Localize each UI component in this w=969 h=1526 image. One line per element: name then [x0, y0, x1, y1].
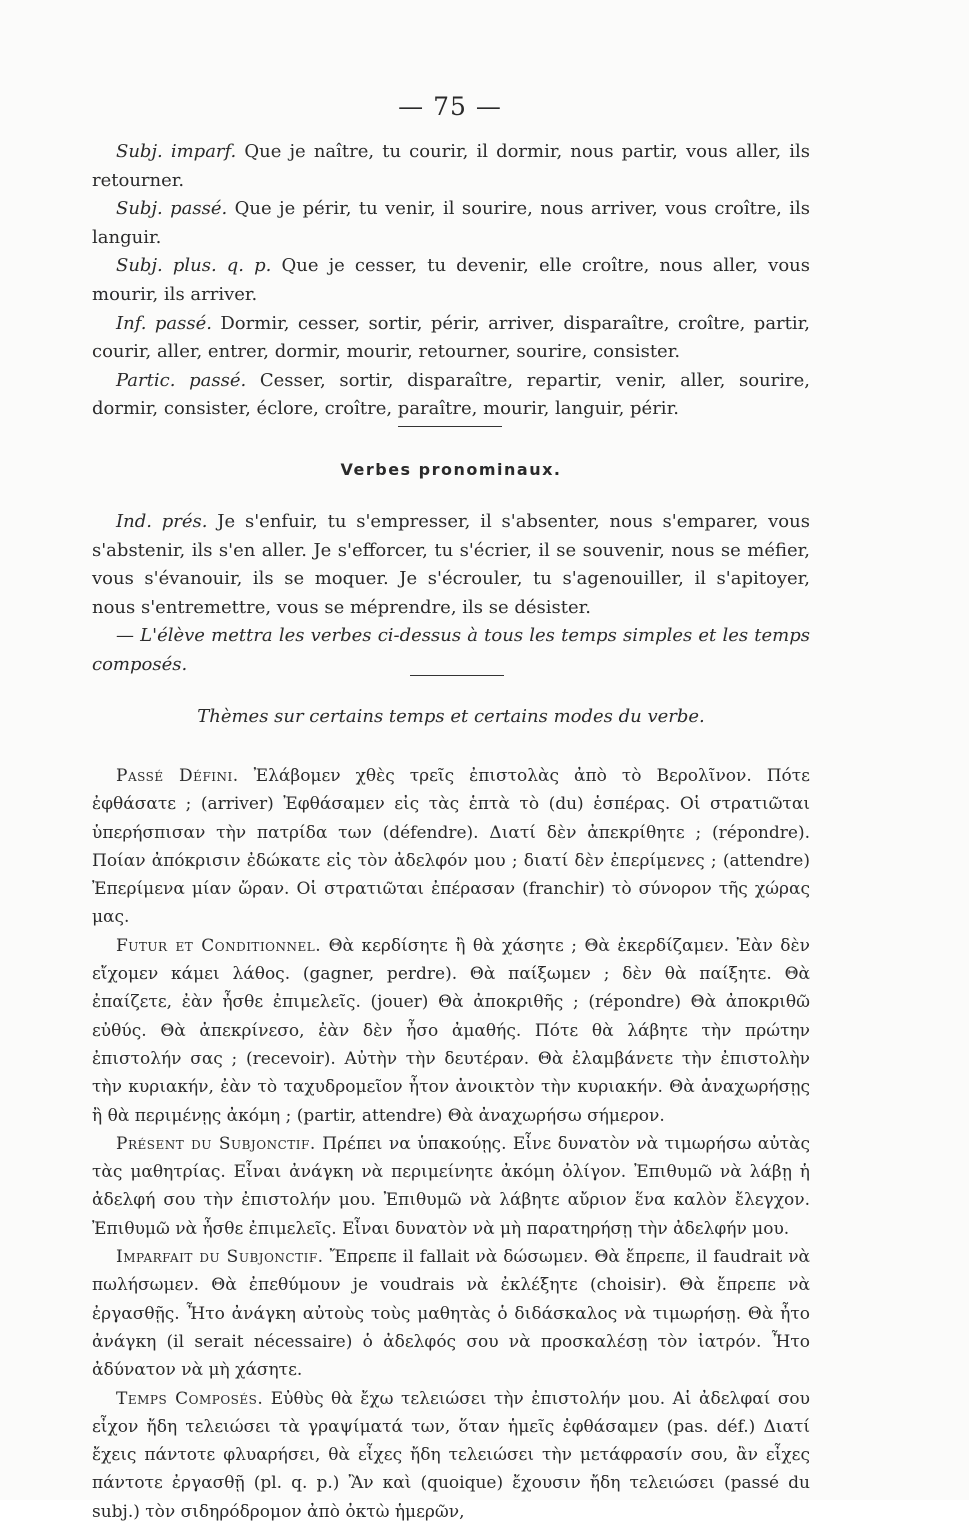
theme-passe-defini — [92, 762, 810, 932]
theme-text: Πρέπει να ὑπακούῃς. Εἶνε δυνατὸν νὰ τιμωρήσω αὐτὰς τὰς μαθητρίας. Εἶναι ἀνάγκη νὰ περιμείνητε ἀκόμη ὀλίγον. Ἐπιθυμῶ νὰ λάβῃ ἡ ἀδελφή σου τὴν ἐπιστολήν μου. Ἐπιθυμῶ νὰ λάβητε αὔριον ἕνα καλὸν ἔλεγχον. Ἐπιθυμῶ νὰ ἦσθε ἐπιμελεῖς. Εἶναι δυνατὸν νὰ μὴ παρατηρήσῃ τὴν ἀδελφήν μου. — [92, 1133, 810, 1239]
mood-label: Partic. passé. — [116, 369, 247, 391]
exercise-text: Dormir, cesser, sortir, périr, arriver, disparaître, croître, partir, courir, aller, entrer, dormir, mourir, retourner, sourire, consister. — [92, 312, 811, 363]
exercise-subj-imparf — [92, 138, 810, 195]
exercise-partic-passe — [92, 367, 810, 424]
theme-text: Εὐθὺς θὰ ἔχω τελειώσει τὴν ἐπιστολήν μου. Αἱ ἀδελφαί σου εἶχον ἤδη τελειώσει τὰ γραψίματά των, ὅταν ἡμεῖς ἐφθάσαμεν (pas. déf.) Διατί ἔχεις πάντοτε φλυαρήσει, θὰ εἶχες ἤδη τελειώσει τὴν μετάφρασίν σου, ἂν εἶχες πάντοτε ἐργασθῇ (pl. q. p.) Ἂν καὶ (quoique) ἔχουσιν ἤδη τελειώσει (passé du subj.) τὸν σιδηρόδρομον ἀπὸ ὀκτὼ ἡμερῶν, — [92, 1388, 811, 1522]
theme-label: Présent du Subjonctif. — [116, 1133, 316, 1154]
exercise-subj-passe — [92, 195, 810, 252]
exercise-text: Que je naître, tu courir, il dormir, nous partir, vous aller, ils retourner. — [92, 141, 810, 191]
section-heading: Verbes pronominaux. — [340, 460, 562, 479]
exercise-text: Que je cesser, tu devenir, elle croître, nous aller, vous mourir, ils arriver. — [92, 255, 810, 305]
theme-text: Ἐλάβομεν χθὲς τρεῖς ἐπιστολὰς ἀπὸ τὸ Βερολῖνον. Πότε ἐφθάσατε ; (arriver) Ἐφθάσαμεν εἰς τὰς ἑπτὰ τὸ (du) ἑσπέρας. Οἱ στρατιῶται ὑπερήσπισαν τὴν πατρίδα των (défendre). Διατί δὲν ἀπεκρίθητε ; (répondre). Ποίαν ἀπόκρισιν ἐδώκατε εἰς τὸν ἀδελφόν μου ; διατί δὲν ἐπερίμενες ; (attendre) Ἐπερίμενα μίαν ὥραν. Οἱ στρατιῶται ἐπέρασαν (franchir) τὸ σύνορον τῆς χώρας μας. — [92, 766, 810, 928]
theme-temps-composes — [92, 1385, 810, 1526]
pronominal-exercise — [92, 508, 810, 680]
exercise-text: Je s'enfuir, tu s'empresser, il s'absenter, nous s'emparer, vous s'abstenir, ils s'en aller. Je s'efforcer, tu s'écrier, il se souvenir, nous se méfier, vous s'évanouir, ils se moquer. Je s'écrouler, tu s'agenouiller, il s'apitoyer, nous s'entremettre, vous se méprendre, ils se désister. — [92, 511, 810, 618]
theme-label: Futur et Conditionnel. — [116, 935, 322, 956]
theme-text: Θὰ κερδίσητε ἢ θὰ χάσητε ; Θὰ ἐκερδίζαμεν. Ἐὰν δὲν εἴχομεν κάμει λάθος. (gagner, perdre). Θὰ παίξωμεν ; δὲν θὰ παίξητε. Θὰ ἐπαίζετε, ἐὰν ἦσθε ἐπιμελεῖς. (jouer) Θὰ ἀποκριθῆς ; (répondre) Θὰ ἀποκριθῶ εὐθύς. Θὰ ἀπεκρίνεσο, ἐὰν δὲν ἦσο ἀμαθής. Πότε θὰ λάβητε τὴν πρώτην ἐπιστολήν σας ; (recevoir). Αὐτὴν τὴν δευτέραν. Θὰ ἐλαμβάνετε τὴν ἐπιστολὴν τὴν κυριακήν, ἐὰν τὸ ταχυδρομεῖον ἦτον ἀνοικτὸν τὴν κυριακήν. Θὰ ἀναχωρήσῃς ἢ θὰ περιμένῃς ἀκόμη ; (partir, attendre) Θὰ ἀναχωρήσω σήμερον. — [92, 935, 810, 1126]
theme-text: Ἔπρεπε il fallait νὰ δώσωμεν. Θὰ ἔπρεπε, il faudrait νὰ πωλήσωμεν. Θὰ ἐπεθύμουν je voudrais νὰ ἐκλέξητε (choisir). Θὰ ἔπρεπε νὰ ἐργασθῇς. Ἦτο ἀνάγκη αὐτοὺς τοὺς μαθητὰς ὁ διδάσκαλος νὰ τιμωρήσῃ. Θὰ ἦτο ἀνάγκη (il serait nécessaire) ὁ ἀδελφός σου νὰ προσκαλέσῃ τὸν ἰατρόν. Ἦτο ἀδύνατον νὰ μὴ χάσητε. — [92, 1247, 811, 1381]
mood-label: Subj. plus. q. p. — [116, 255, 272, 277]
mood-label: Subj. imparf. — [116, 141, 237, 162]
exercise-text: Cesser, sortir, disparaître, repartir, venir, aller, sourire, dormir, consister, éclore, croître, paraître, mourir, languir, périr. — [92, 369, 810, 420]
theme-label: Passé Défini. — [116, 766, 239, 786]
exercise-ind-pres — [92, 508, 810, 622]
exercise-subj-plus-q-p — [92, 252, 810, 309]
theme-label: Imparfait du Subjonctif. — [116, 1247, 324, 1268]
themes-exercises — [92, 762, 810, 1526]
theme-label: Temps Composés. — [116, 1388, 264, 1409]
exercise-inf-passe — [92, 310, 810, 367]
instruction-note: — L'élève mettra les verbes ci-dessus à tous les temps simples et les temps composés. — [92, 625, 810, 675]
exercise-text: Que je périr, tu venir, il sourire, nous arriver, vous croître, ils languir. — [92, 198, 810, 248]
mood-label: Subj. passé. — [116, 198, 228, 220]
theme-present-subjonctif — [92, 1130, 810, 1243]
section-divider — [410, 675, 504, 676]
themes-title: Thèmes sur certains temps et certains modes du verbe. — [197, 706, 705, 727]
mood-label: Ind. prés. — [116, 511, 208, 532]
section-divider — [398, 426, 502, 427]
theme-imparfait-subjonctif — [92, 1243, 810, 1384]
conjugation-exercises — [92, 138, 810, 424]
mood-label: Inf. passé. — [116, 312, 212, 334]
theme-futur-conditionnel — [92, 932, 810, 1130]
page-number: — 75 — — [398, 92, 502, 121]
